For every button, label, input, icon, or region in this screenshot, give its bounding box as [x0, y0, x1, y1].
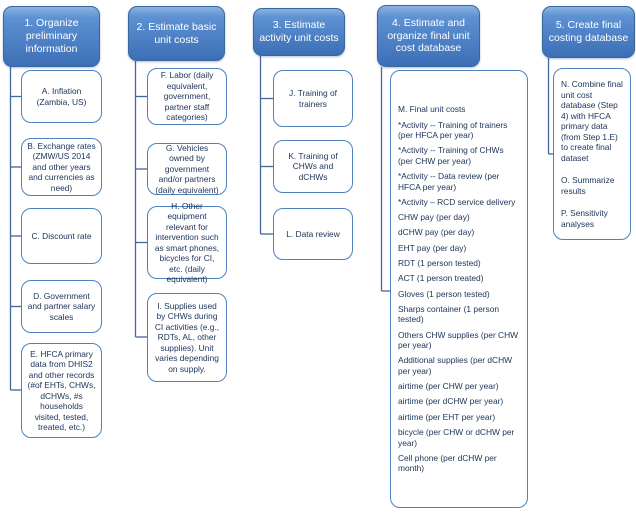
- box-i-supplies: I. Supplies used by CHWs during CI activities (e.g., RDTs, AL, other supplies). Unit varies depending on supply.: [147, 293, 227, 382]
- unit-cost-line: airtime (per CHW per year): [398, 381, 499, 392]
- box-h-other-equipment: H. Other equipment relevant for intervention such as smart phones, bicycles for CI, etc. (daily equivalent): [147, 206, 227, 279]
- unit-cost-line: *Activity -- Data review (per HFCA per year): [398, 171, 500, 192]
- unit-cost-line: EHT pay (per day): [398, 242, 467, 253]
- box-g-vehicles: G. Vehicles owned by government and/or partners (daily equivalent): [147, 143, 227, 195]
- unit-cost-line: CHW pay (per day): [398, 212, 470, 223]
- header-step-5: 5. Create final costing database: [542, 6, 635, 58]
- box-j-training-trainers: J. Training of trainers: [273, 70, 353, 127]
- unit-cost-line: *Activity -- Training of CHWs (per CHW per year): [398, 145, 504, 166]
- box-c-discount-rate: C. Discount rate: [21, 208, 102, 264]
- unit-cost-line: airtime (per dCHW per year): [398, 396, 504, 407]
- box-e-hfca-primary-data: E. HFCA primary data from DHIS2 and other records (#of EHTs, CHWs, dCHWs, #s households visited, tested, treated, etc.): [21, 343, 102, 438]
- unit-cost-line: dCHW pay (per day): [398, 227, 475, 238]
- unit-cost-line: airtime (per EHT per year): [398, 411, 496, 422]
- final-step-n: N. Combine final unit cost database (Step 4) with HFCA primary data (from Step 1.E) to create final dataset: [561, 79, 623, 163]
- unit-cost-line: bicycle (per CHW or dCHW per year): [398, 427, 515, 448]
- box-m-final-unit-costs: [390, 70, 528, 508]
- unit-cost-line: Gloves (1 person tested): [398, 288, 490, 299]
- box-l-data-review: L. Data review: [273, 208, 353, 260]
- box-f-labor: F. Labor (daily equivalent, government, partner staff categories): [147, 68, 227, 125]
- unit-cost-line: Sharps container (1 person tested): [398, 303, 500, 325]
- header-step-2: 2. Estimate basic unit costs: [128, 6, 225, 61]
- final-step-o: O. Summarize results: [561, 175, 615, 196]
- unit-cost-line: *Activity -- Training of trainers (per HFCA per year): [398, 119, 508, 140]
- box-a-inflation: A. Inflation (Zambia, US): [21, 70, 102, 123]
- unit-cost-line: ACT (1 person treated): [398, 273, 484, 284]
- box-b-exchange-rates: B. Exchange rates (ZMW/US 2014 and other years and currencies as need): [21, 138, 102, 196]
- box-k-training-chws: K. Training of CHWs and dCHWs: [273, 140, 353, 193]
- unit-cost-line: Additional supplies (per dCHW per year): [398, 355, 513, 376]
- unit-cost-line: Others CHW supplies (per CHW per year): [398, 329, 519, 351]
- box-d-salary-scales: D. Government and partner salary scales: [21, 280, 102, 333]
- header-step-3: 3. Estimate activity unit costs: [253, 8, 345, 56]
- unit-cost-line: Cell phone (per dCHW per month): [398, 452, 497, 474]
- box-nop-final-steps: [553, 68, 631, 240]
- final-step-p: P. Sensitivity analyses: [561, 208, 608, 229]
- unit-cost-line: RDT (1 person tested): [398, 257, 481, 268]
- header-step-1: 1. Organize preliminary information: [3, 6, 100, 67]
- header-step-4: 4. Estimate and organize final unit cost database: [377, 5, 480, 67]
- unit-cost-line: *Activity – RCD service delivery: [398, 196, 516, 207]
- unit-cost-line: M. Final unit costs: [398, 104, 466, 115]
